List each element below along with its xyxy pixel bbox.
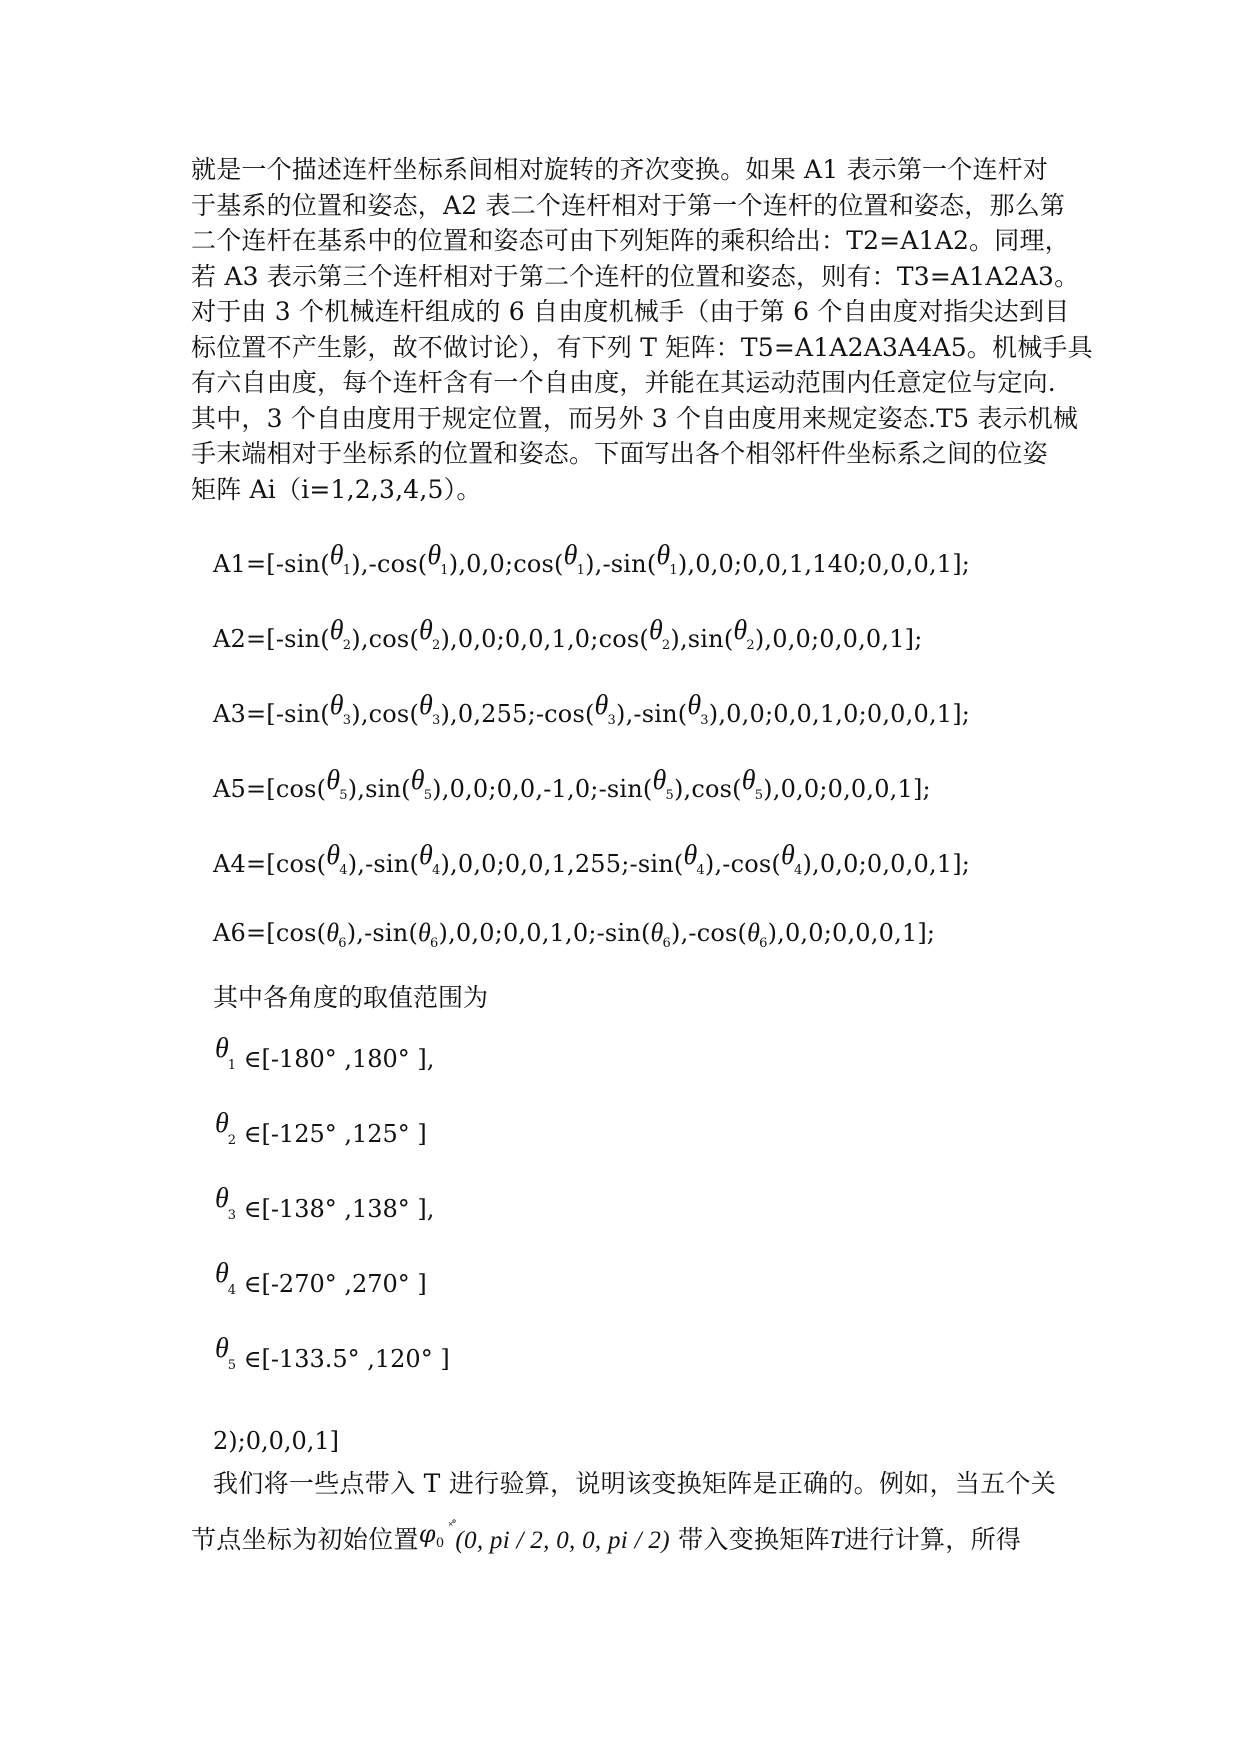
theta-subscript: 6 — [338, 936, 347, 951]
range-theta-3 — [215, 1183, 435, 1225]
tail-text: 2);0,0,0,1] — [213, 1427, 340, 1455]
eq-text: ),0,0;0,0,1,0;0,0,0,1]; — [708, 700, 971, 728]
phi-symbol: φ — [418, 1520, 436, 1548]
theta-symbol: θ — [326, 918, 340, 947]
theta-symbol: θ — [419, 840, 433, 871]
theta-symbol: θ — [419, 615, 433, 646]
theta-symbol: θ — [563, 540, 578, 571]
theta-symbol: θ — [427, 540, 442, 571]
element-of-symbol: ∈ — [243, 1120, 262, 1148]
theta-symbol: θ — [747, 918, 761, 947]
eq-text: ),-cos( — [351, 550, 428, 578]
intro-paragraph — [191, 152, 1093, 507]
theta-symbol: θ — [741, 765, 756, 796]
theta-symbol: θ — [687, 690, 702, 721]
eq-text: A6=[cos( — [213, 919, 327, 947]
eq-text: A1=[-sin( — [213, 550, 330, 578]
theta-subscript: 6 — [759, 936, 768, 951]
theta-symbol: θ — [326, 765, 341, 796]
theta-subscript: 3 — [607, 713, 616, 728]
theta-subscript: 1 — [227, 1058, 237, 1073]
closing-text: 节点坐标为初始位置 — [191, 1525, 419, 1554]
eq-text: ),-cos( — [671, 919, 748, 947]
theta-subscript: 1 — [342, 563, 352, 578]
matrix-a2-equation — [213, 615, 923, 655]
element-of-symbol: ∈ — [243, 1045, 262, 1073]
theta-subscript: 4 — [227, 1283, 237, 1298]
theta-subscript: 2 — [746, 638, 755, 653]
paragraph-line: 有六自由度，每个连杆含有一个自由度，并能在其运动范围内任意定位与定向. — [191, 368, 1056, 397]
eq-text: A2=[-sin( — [213, 625, 330, 653]
theta-symbol: θ — [215, 1183, 229, 1214]
element-of-symbol: ∈ — [243, 1195, 262, 1223]
theta-symbol: θ — [656, 540, 671, 571]
eq-text: ),0,0;0,0,1,0;-sin( — [438, 919, 651, 947]
theta-symbol: θ — [733, 615, 748, 646]
matrix-a5-equation — [213, 765, 931, 805]
paragraph-line: 就是一个描述连杆坐标系间相对旋转的齐次变换。如果 A1 表示第一个连杆对 — [191, 155, 1049, 184]
initial-position-formula: (0, pi / 2, 0, 0, pi / 2) — [455, 1527, 670, 1554]
theta-subscript: 1 — [669, 563, 678, 578]
ranges-intro: 其中各角度的取值范围为 — [213, 983, 489, 1012]
eq-text: ),sin( — [347, 775, 411, 803]
eq-text: ),0,0;cos( — [448, 550, 564, 578]
theta-symbol: θ — [683, 840, 698, 871]
theta-symbol: θ — [215, 1108, 229, 1139]
eq-text: ),0,0;0,0,0,1]; — [763, 775, 931, 803]
theta-symbol: θ — [418, 918, 432, 947]
theta-subscript: 4 — [696, 863, 705, 878]
theta-symbol: θ — [329, 690, 344, 721]
range-value: [-270° ,270° ] — [261, 1270, 427, 1298]
range-theta-1 — [215, 1033, 435, 1075]
paragraph-line: 手末端相对于坐标系的位置和姿态。下面写出各个相邻杆件坐标系之间的位姿 — [191, 439, 1048, 468]
theta-subscript: 3 — [700, 713, 709, 728]
theta-subscript: 4 — [793, 863, 803, 878]
range-theta-2 — [215, 1108, 427, 1150]
eq-text: ),cos( — [351, 625, 420, 653]
paragraph-line: 其中，3 个自由度用于规定位置，而另外 3 个自由度用来规定姿态.T5 表示机械 — [191, 403, 1079, 433]
theta-symbol: θ — [650, 918, 664, 947]
theta-symbol: θ — [326, 840, 341, 871]
theta-symbol: θ — [329, 615, 344, 646]
eq-text: A3=[-sin( — [213, 700, 330, 728]
theta-subscript: 6 — [662, 936, 672, 951]
range-value: [-138° ,138° ], — [261, 1195, 435, 1223]
closing-text: 带入变换矩阵 — [678, 1525, 830, 1554]
theta-symbol: θ — [648, 615, 663, 646]
range-theta-5 — [215, 1333, 450, 1375]
eq-text: ),0,0;0,0,0,1]; — [802, 850, 971, 878]
eq-text: ),-sin( — [616, 700, 688, 728]
paragraph-line: 若 A3 表示第三个连杆相对于第二个连杆的位置和姿态，则有：T3=A1A2A3。 — [191, 261, 1080, 291]
theta-symbol: θ — [410, 765, 425, 796]
theta-subscript: 4 — [339, 863, 348, 878]
eq-text: ),cos( — [673, 775, 742, 803]
range-value: [-133.5° ,120° ] — [261, 1345, 450, 1373]
theta-subscript: 3 — [342, 713, 352, 728]
element-of-symbol: ∈ — [243, 1345, 262, 1373]
paragraph-line: 二个连杆在基系中的位置和姿态可由下列矩阵的乘积给出：T2=A1A2。同理， — [191, 226, 1070, 255]
eq-text: ),-sin( — [347, 850, 420, 878]
closing-line-2 — [191, 1520, 1021, 1556]
closing-text: 进行计算，所得 — [844, 1525, 1022, 1554]
theta-symbol: θ — [215, 1033, 229, 1064]
theta-subscript: 5 — [227, 1358, 237, 1373]
paragraph-line: 于基系的位置和姿态，A2 表二个连杆相对于第一个连杆的位置和姿态，那么第 — [191, 190, 1066, 220]
theta-subscript: 4 — [432, 863, 441, 878]
theta-symbol: θ — [215, 1258, 229, 1289]
theta-symbol: θ — [594, 690, 609, 721]
eq-text: ),-sin( — [585, 550, 657, 578]
eq-text: A4=[cos( — [213, 850, 327, 878]
eq-text: ),cos( — [351, 700, 420, 728]
theta-subscript: 2 — [342, 638, 352, 653]
paragraph-line: 标位置不产生影，故不做讨论），有下列 T 矩阵：T5=A1A2A3A4A5。机械手具 — [191, 332, 1093, 362]
paragraph-line: 矩阵 Ai（i=1,2,3,4,5）。 — [191, 474, 482, 504]
theta-symbol: θ — [329, 540, 344, 571]
eq-text: ),-sin( — [346, 919, 419, 947]
eq-text: ),-cos( — [704, 850, 781, 878]
theta-subscript: 5 — [665, 788, 674, 803]
theta-subscript: 6 — [430, 936, 439, 951]
theta-subscript: 2 — [227, 1133, 237, 1148]
theta-subscript: 1 — [576, 563, 586, 578]
matrix-t-symbol: T — [829, 1527, 845, 1554]
paragraph-line: 对于由 3 个机械连杆组成的 6 自由度机械手（由于第 6 个自由度对指尖达到目 — [191, 297, 1070, 326]
range-theta-4 — [215, 1258, 427, 1300]
theta-subscript: 3 — [431, 713, 441, 728]
theta-symbol: θ — [215, 1333, 229, 1364]
theta-subscript: 5 — [754, 788, 764, 803]
theta-subscript: 1 — [440, 563, 449, 578]
matrix-a3-equation — [213, 690, 971, 730]
theta-subscript: 5 — [339, 788, 348, 803]
matrix-a4-equation — [213, 840, 971, 880]
element-of-symbol: ∈ — [243, 1270, 262, 1298]
theta-symbol: θ — [780, 840, 795, 871]
theta-symbol: θ — [652, 765, 667, 796]
eq-text: ),0,0;0,0,1,140;0,0,0,1]; — [677, 550, 971, 578]
matrix-a6-equation — [213, 918, 936, 951]
phi-subscript: 0 — [435, 1536, 445, 1551]
theta-subscript: 5 — [423, 788, 433, 803]
eq-text: ),0,0;0,0,0,1]; — [754, 625, 923, 653]
theta-subscript: 3 — [227, 1208, 237, 1223]
eq-text: ),0,0;0,0,1,0;cos( — [440, 625, 649, 653]
theta-symbol: θ — [419, 690, 433, 721]
eq-text: ),0,0;0,0,1,255;-sin( — [440, 850, 684, 878]
range-value: [-125° ,125° ] — [261, 1120, 427, 1148]
theta-subscript: 2 — [431, 638, 441, 653]
theta-subscript: 2 — [661, 638, 671, 653]
eq-text: ),0,0;0,0,-1,0;-sin( — [432, 775, 653, 803]
eq-text: ),0,0;0,0,0,1]; — [767, 919, 936, 947]
closing-line-1: 我们将一些点带入 T 进行验算，说明该变换矩阵是正确的。例如，当五个关 — [213, 1469, 1057, 1498]
approx-mark: ˟ ̊ — [448, 1519, 458, 1533]
eq-text: ),sin( — [670, 625, 734, 653]
eq-text: A5=[cos( — [213, 775, 327, 803]
eq-text: ),0,255;-cos( — [440, 700, 595, 728]
range-value: [-180° ,180° ], — [261, 1045, 435, 1073]
matrix-a1-equation — [213, 540, 971, 580]
